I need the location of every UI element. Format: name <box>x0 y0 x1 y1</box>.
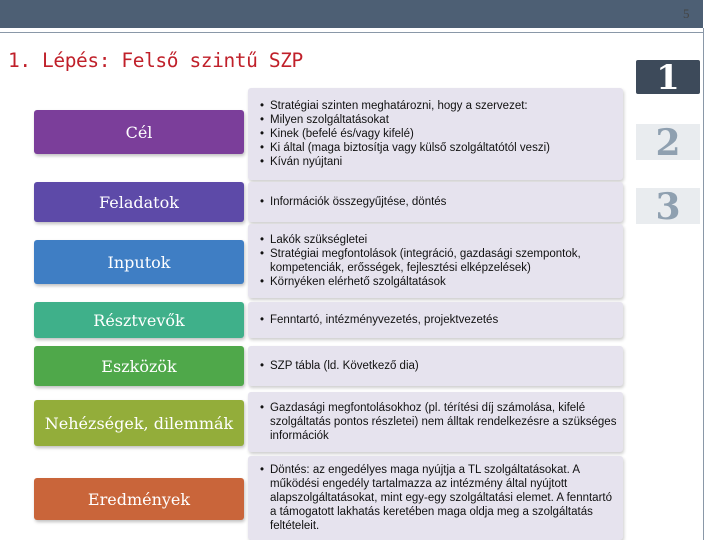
row-label-text: Eszközök <box>101 356 177 376</box>
row-content-nehezsegek <box>248 392 623 452</box>
row-label-text: Inputok <box>107 252 171 272</box>
step-3-badge[interactable]: 3 <box>636 188 700 224</box>
row-content-resztvevok <box>248 302 623 338</box>
row-label-resztvevok <box>34 302 244 338</box>
row-label-nehezsegek <box>34 400 244 446</box>
list-item: • Lakók szükségletei <box>260 233 617 247</box>
row-label-inputok <box>34 240 244 284</box>
list-item: • SZP tábla (ld. Következő dia) <box>260 359 419 373</box>
step-2-badge[interactable]: 2 <box>636 124 700 160</box>
right-divider <box>703 28 704 540</box>
list-item: • Kinek (befelé és/vagy kifelé) <box>260 127 550 141</box>
row-content-eszkozok <box>248 346 623 386</box>
list-item: • Stratégiai szinten meghatározni, hogy a szervezet: <box>260 99 550 113</box>
row-label-eredmenyek <box>34 478 244 520</box>
page-number: 5 <box>683 6 690 21</box>
list-item: • Milyen szolgáltatásokat <box>260 113 550 127</box>
row-label-text: Nehézségek, dilemmák <box>44 413 234 433</box>
top-bar <box>0 0 703 28</box>
row-content-feladatok <box>248 182 623 222</box>
row-label-text: Eredmények <box>87 489 191 509</box>
list-item: • Ki által (maga biztosítja vagy külső szolgáltatótól veszi) <box>260 141 550 155</box>
row-label-eszkozok <box>34 346 244 386</box>
step-1-badge[interactable]: 1 <box>636 60 700 94</box>
list-item: • Stratégiai megfontolások (integráció, gazdasági szempontok, kompetenciák, erősségek, fejlesztési elképzelések) <box>260 247 617 275</box>
list-item: • Gazdasági megfontolásokhoz (pl. térítési díj számolása, kifelé szolgáltatás pontos részletei) nem álltak rendelkezésre a szükséges információk <box>260 401 617 443</box>
row-content-eredmenyek <box>248 456 623 540</box>
list-item: • Információk összegyűjtése, döntés <box>260 195 446 209</box>
list-item: • Döntés: az engedélyes maga nyújtja a TL szolgáltatásokat. A működési engedély tartalmazza az intézmény által nyújtott alapszolgáltatásokat, mint egy-egy szolgáltatási elemet. A fenntartó a támogatott lakhatás keretében maga oldja meg a szolgáltatás feltételeit. <box>260 463 617 533</box>
list-item: • Kíván nyújtani <box>260 155 550 169</box>
row-label-text: Cél <box>125 122 153 142</box>
top-divider <box>0 32 703 33</box>
slide-title: 1. Lépés: Felső szintű SZP <box>8 49 303 72</box>
row-content-inputok <box>248 224 623 298</box>
row-label-feladatok <box>34 182 244 222</box>
row-label-text: Feladatok <box>99 192 179 212</box>
row-label-cel <box>34 110 244 154</box>
list-item: • Fenntartó, intézményvezetés, projektvezetés <box>260 313 498 327</box>
list-item: • Környéken elérhető szolgáltatások <box>260 275 617 289</box>
row-content-cel <box>248 88 623 180</box>
row-label-text: Résztvevők <box>93 310 185 330</box>
